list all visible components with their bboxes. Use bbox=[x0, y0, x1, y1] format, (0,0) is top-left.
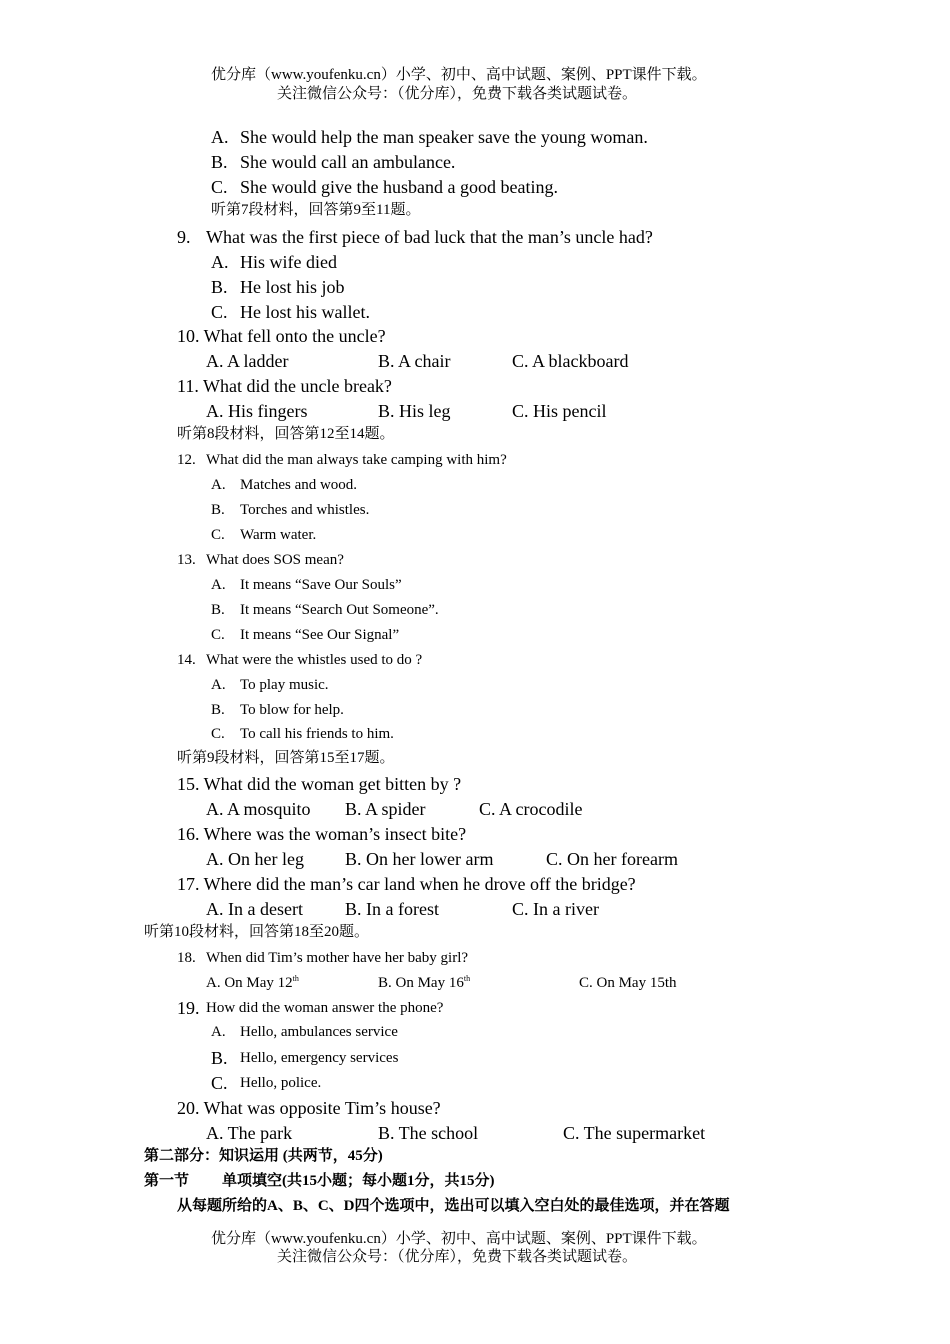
q9-option-b-text: He lost his job bbox=[240, 277, 345, 297]
q17-option-a: A. In a desert bbox=[206, 899, 303, 919]
q17-option-b: B. In a forest bbox=[345, 899, 439, 919]
q15-option-c: C. A crocodile bbox=[479, 799, 583, 819]
q17-option-c: C. In a river bbox=[512, 899, 599, 919]
q10-question: 10. What fell onto the uncle? bbox=[177, 326, 386, 346]
q19-option-a-text: Hello, ambulances service bbox=[240, 1024, 398, 1040]
section-7-instruction: 听第7段材料，回答第9至11题。 bbox=[211, 202, 421, 218]
q9-option-a-text: His wife died bbox=[240, 252, 337, 272]
q11-option-c: C. His pencil bbox=[512, 401, 607, 421]
section-9-instruction: 听第9段材料，回答第15至17题。 bbox=[177, 750, 395, 766]
section-10-instruction: 听第10段材料，回答第18至20题。 bbox=[144, 924, 370, 940]
q13-option-c-text: It means “See Our Signal” bbox=[240, 627, 400, 643]
q16-option-b: B. On her lower arm bbox=[345, 849, 494, 869]
q19-option-c-letter: C. bbox=[211, 1073, 228, 1093]
q12-option-c-letter: C. bbox=[211, 527, 225, 543]
q9-option-c-text: He lost his wallet. bbox=[240, 302, 370, 322]
q18-option-a-text: A. On May 12 bbox=[206, 975, 293, 991]
q19-option-b-letter: B. bbox=[211, 1048, 228, 1068]
q20-option-c: C. The supermarket bbox=[563, 1123, 706, 1143]
q12-option-a-text: Matches and wood. bbox=[240, 477, 358, 493]
q9-option-a-letter: A. bbox=[211, 252, 229, 272]
q13-option-a-letter: A. bbox=[211, 577, 226, 593]
q20-option-a: A. The park bbox=[206, 1123, 293, 1143]
q14-number: 14. bbox=[177, 652, 196, 668]
q13-option-c-letter: C. bbox=[211, 627, 225, 643]
q11-question: 11. What did the uncle break? bbox=[177, 376, 392, 396]
q12-question: What did the man always take camping with him? bbox=[206, 452, 507, 468]
q19-number: 19. bbox=[177, 998, 200, 1018]
q12-option-b-text: Torches and whistles. bbox=[240, 502, 370, 518]
q13-option-a-text: It means “Save Our Souls” bbox=[240, 577, 402, 593]
q13-option-b-letter: B. bbox=[211, 602, 225, 618]
q8-option-c-text: She would give the husband a good beating. bbox=[240, 177, 558, 197]
q13-number: 13. bbox=[177, 552, 196, 568]
q18-number: 18. bbox=[177, 950, 196, 966]
q18-option-a-suffix: th bbox=[292, 974, 299, 983]
q14-option-c-letter: C. bbox=[211, 726, 225, 742]
q15-option-b: B. A spider bbox=[345, 799, 426, 819]
q20-option-b: B. The school bbox=[378, 1123, 479, 1143]
q18-option-b-text: B. On May 16 bbox=[378, 975, 464, 991]
section-8-instruction: 听第8段材料，回答第12至14题。 bbox=[177, 426, 395, 442]
q11-option-b: B. His leg bbox=[378, 401, 451, 421]
q20-question: 20. What was opposite Tim’s house? bbox=[177, 1098, 441, 1118]
q8-option-b-letter: B. bbox=[211, 152, 228, 172]
q12-option-a-letter: A. bbox=[211, 477, 226, 493]
q14-option-b-text: To blow for help. bbox=[240, 702, 344, 718]
q10-option-b: B. A chair bbox=[378, 351, 451, 371]
q14-option-b-letter: B. bbox=[211, 702, 225, 718]
footer-line-2: 关注微信公众号：（优分库），免费下载各类试题试卷。 bbox=[277, 1249, 638, 1265]
q13-option-b-text: It means “Search Out Someone”. bbox=[240, 602, 439, 618]
q12-number: 12. bbox=[177, 452, 196, 468]
q16-option-c: C. On her forearm bbox=[546, 849, 678, 869]
q19-option-b-text: Hello, emergency services bbox=[240, 1050, 399, 1066]
q18-option-b bbox=[378, 976, 470, 991]
q15-question: 15. What did the woman get bitten by ? bbox=[177, 774, 462, 794]
q8-option-c-letter: C. bbox=[211, 177, 228, 197]
q18-question: When did Tim’s mother have her baby girl? bbox=[206, 950, 469, 966]
q14-option-a-letter: A. bbox=[211, 677, 226, 693]
q8-option-a-text: She would help the man speaker save the young woman. bbox=[240, 127, 648, 147]
q17-question: 17. Where did the man’s car land when he drove off the bridge? bbox=[177, 874, 636, 894]
part-2-title: 第二部分：知识运用 (共两节，45分) bbox=[144, 1148, 383, 1164]
q19-question: How did the woman answer the phone? bbox=[206, 1000, 444, 1016]
q9-question: What was the first piece of bad luck that the man’s uncle had? bbox=[206, 227, 653, 247]
q8-option-a-letter: A. bbox=[211, 127, 229, 147]
q19-option-a-letter: A. bbox=[211, 1024, 226, 1040]
header-line-1: 优分库（www.youfenku.cn）小学、初中、高中试题、案例、PPT课件下载。 bbox=[211, 67, 707, 83]
q10-option-a: A. A ladder bbox=[206, 351, 289, 371]
part-2-instruction: 从每题所给的A、B、C、D四个选项中，选出可以填入空白处的最佳选项，并在答题 bbox=[177, 1198, 730, 1214]
q15-option-a: A. A mosquito bbox=[206, 799, 311, 819]
q13-question: What does SOS mean? bbox=[206, 552, 344, 568]
q18-option-b-suffix: th bbox=[463, 974, 471, 983]
header-line-2: 关注微信公众号：（优分库），免费下载各类试题试卷。 bbox=[277, 86, 638, 102]
q18-option-c: C. On May 15th bbox=[579, 975, 677, 991]
q14-option-c-text: To call his friends to him. bbox=[240, 726, 394, 742]
q11-option-a: A. His fingers bbox=[206, 401, 308, 421]
q9-option-b-letter: B. bbox=[211, 277, 228, 297]
q10-option-c: C. A blackboard bbox=[512, 351, 629, 371]
q12-option-b-letter: B. bbox=[211, 502, 225, 518]
part-2-section-label: 第一节 bbox=[144, 1173, 190, 1189]
q18-option-a bbox=[206, 976, 299, 991]
q14-question: What were the whistles used to do ? bbox=[206, 652, 423, 668]
q8-option-b-text: She would call an ambulance. bbox=[240, 152, 456, 172]
q9-number: 9. bbox=[177, 227, 191, 247]
footer-line-1: 优分库（www.youfenku.cn）小学、初中、高中试题、案例、PPT课件下载。 bbox=[211, 1231, 707, 1247]
q14-option-a-text: To play music. bbox=[240, 677, 329, 693]
q9-option-c-letter: C. bbox=[211, 302, 228, 322]
q16-option-a: A. On her leg bbox=[206, 849, 304, 869]
part-2-section-title: 单项填空(共15小题；每小题1分，共15分) bbox=[222, 1173, 495, 1189]
q16-question: 16. Where was the woman’s insect bite? bbox=[177, 824, 467, 844]
q19-option-c-text: Hello, police. bbox=[240, 1075, 322, 1091]
q12-option-c-text: Warm water. bbox=[240, 527, 317, 543]
